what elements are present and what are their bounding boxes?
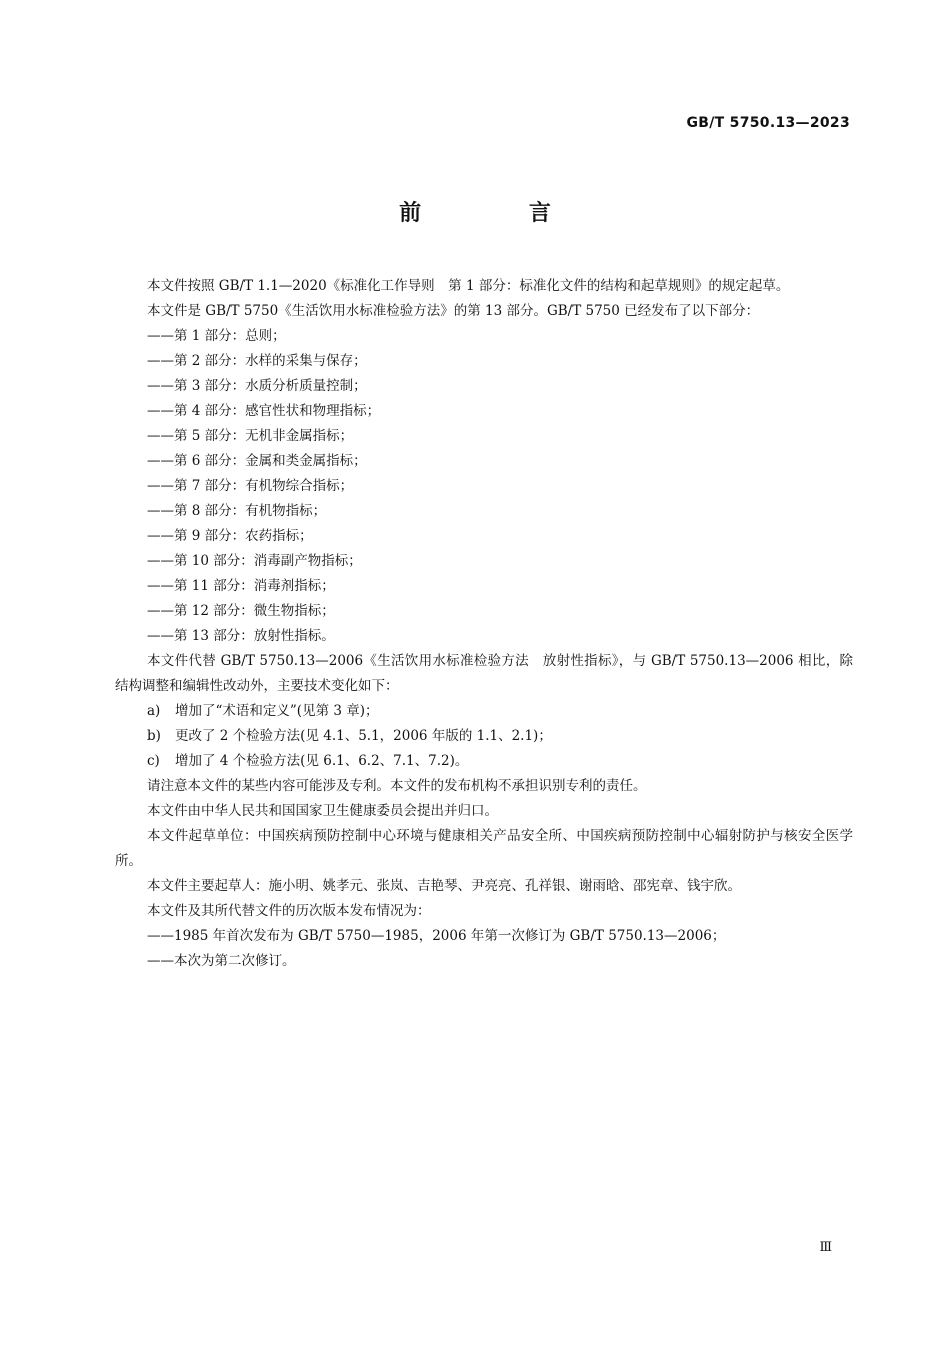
list-item — [115, 699, 853, 724]
paragraph-drafters: 本文件主要起草人：施小明、姚孝元、张岚、吉艳琴、尹亮亮、孔祥银、谢雨晗、邵宪章、钱宇欣。 — [147, 878, 741, 894]
page-title: 前 言 — [399, 201, 601, 226]
list-item: ——第 4 部分：感官性状和物理指标； — [147, 403, 381, 419]
standard-code: GB/T 5750.13—2023 — [686, 115, 850, 131]
list-item: ——第 3 部分：水质分析质量控制； — [147, 378, 367, 394]
list-item: ——1985 年首次发布为 GB/T 5750—1985，2006 年第一次修订为 GB/T 5750.13—2006； — [147, 928, 726, 944]
page-number: Ⅲ — [819, 1240, 832, 1255]
list-text: 增加了 4 个检验方法(见 6.1、6.2、7.1、7.2)。 — [175, 753, 469, 769]
list-item: ——第 11 部分：消毒剂指标； — [147, 578, 335, 594]
list-marker: a) — [147, 703, 161, 719]
paragraph-history-intro: 本文件及其所代替文件的历次版本发布情况为： — [147, 903, 431, 919]
list-text: 更改了 2 个检验方法(见 4.1、5.1，2006 年版的 1.1、2.1)； — [175, 728, 552, 744]
paragraph-patent-notice: 请注意本文件的某些内容可能涉及专利。本文件的发布机构不承担识别专利的责任。 — [147, 778, 647, 794]
paragraph-drafting-rule: 本文件按照 GB/T 1.1—2020《标准化工作导则 第 1 部分：标准化文件的结构和起草规则》的规定起草。 — [147, 278, 790, 294]
list-text: 增加了“术语和定义”(见第 3 章)； — [175, 703, 379, 719]
list-item: ——第 1 部分：总则； — [147, 328, 286, 344]
changes-list — [115, 699, 853, 774]
list-item: ——第 9 部分：农药指标； — [147, 528, 313, 544]
list-item: ——第 2 部分：水样的采集与保存； — [147, 353, 367, 369]
list-marker: b) — [147, 728, 161, 744]
parts-list — [115, 324, 853, 649]
history-list — [115, 924, 853, 974]
list-marker: c) — [147, 753, 160, 769]
list-item: ——第 10 部分：消毒副产物指标； — [147, 553, 362, 569]
list-item: ——第 5 部分：无机非金属指标； — [147, 428, 354, 444]
list-item: ——第 8 部分：有机物指标； — [147, 503, 327, 519]
paragraph-replacement: 本文件代替 GB/T 5750.13—2006《生活饮用水标准检验方法 放射性指标》，与 GB/T 5750.13—2006 相比，除结构调整和编辑性改动外，主要技术变化如下： — [115, 653, 853, 694]
list-item — [115, 724, 853, 749]
list-item: ——第 7 部分：有机物综合指标； — [147, 478, 354, 494]
list-item — [115, 749, 853, 774]
list-item: ——第 12 部分：微生物指标； — [147, 603, 335, 619]
list-item: ——第 6 部分：金属和类金属指标； — [147, 453, 367, 469]
paragraph-drafting-units: 本文件起草单位：中国疾病预防控制中心环境与健康相关产品安全所、中国疾病预防控制中心辐射防护与核安全医学所。 — [115, 828, 853, 869]
foreword-body — [115, 274, 853, 974]
list-item: ——第 13 部分：放射性指标。 — [147, 628, 335, 644]
paragraph-proposer: 本文件由中华人民共和国国家卫生健康委员会提出并归口。 — [147, 803, 498, 819]
list-item: ——本次为第二次修订。 — [147, 953, 296, 969]
paragraph-series-intro: 本文件是 GB/T 5750《生活饮用水标准检验方法》的第 13 部分。GB/T 5750 已经发布了以下部分： — [147, 303, 760, 319]
